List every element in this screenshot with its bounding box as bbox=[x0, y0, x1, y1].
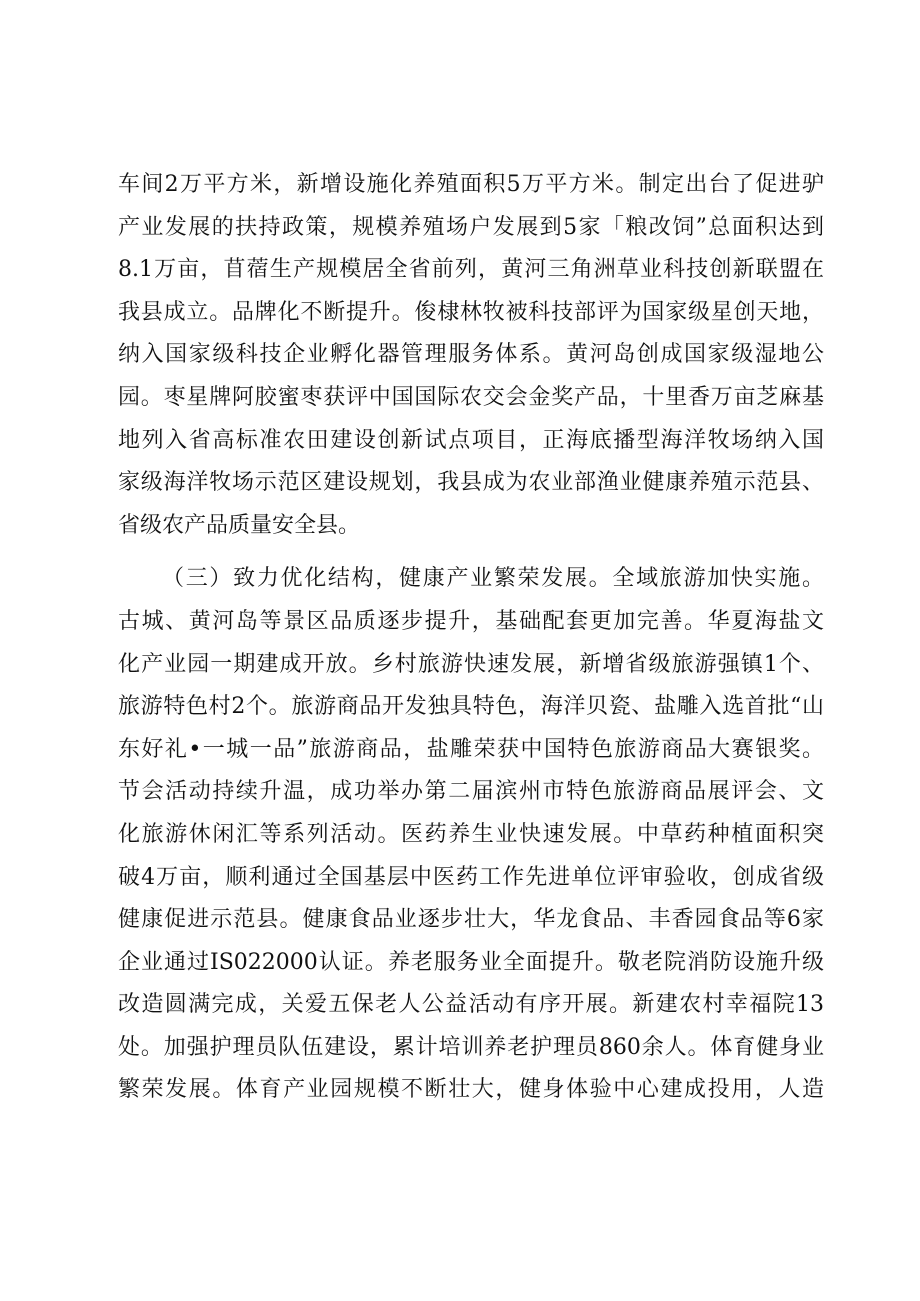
text-line: 地列入省高标准农田建设创新试点项目，正海底播型海洋牧场纳入国 bbox=[118, 427, 824, 453]
text-line: 东好礼•一城一品”旅游商品，盐雕荣获中国特色旅游商品大赛银奖。 bbox=[118, 736, 824, 762]
text-line: 化产业园一期建成开放。乡村旅游快速发展，新增省级旅游强镇1个、 bbox=[118, 651, 824, 677]
text-line: 破4万亩，顺利通过全国基层中医药工作先进单位评审验收，创成省级 bbox=[118, 864, 824, 890]
text-line: 企业通过IS022000认证。养老服务业全面提升。敬老院消防设施升级 bbox=[118, 949, 824, 975]
text-line: 车间2万平方米，新增设施化养殖面积5万平方米。制定出台了促进驴 bbox=[118, 172, 824, 197]
text-line: 省级农产品质量安全县。 bbox=[118, 512, 361, 538]
paragraph-2 bbox=[118, 558, 824, 1112]
text-line: 旅游特色村2个。旅游商品开发独具特色，海洋贝瓷、盐雕入选首批“山 bbox=[118, 694, 824, 720]
text-line: 古城、黄河岛等景区品质逐步提升，基础配套更加完善。华夏海盐文 bbox=[118, 608, 824, 634]
text-line: 我县成立。品牌化不断提升。俊棣林牧被科技部评为国家级星创天地， bbox=[118, 299, 824, 325]
text-line: 家级海洋牧场示范区建设规划，我县成为农业部渔业健康养殖示范县、 bbox=[118, 470, 824, 496]
text-line: 纳入国家级科技企业孵化器管理服务体系。黄河岛创成国家级湿地公 bbox=[118, 342, 824, 368]
document-body bbox=[118, 164, 824, 1112]
text-line: 改造圆满完成，关爱五保老人公益活动有序开展。新建农村幸福院13 bbox=[118, 992, 824, 1018]
text-line: 节会活动持续升温，成功举办第二届滨州市特色旅游商品展评会、文 bbox=[118, 779, 824, 805]
text-line: 8.1万亩，苜蓿生产规模居全省前列，黄河三角洲草业科技创新联盟在 bbox=[118, 257, 824, 283]
text-line: （三）致力优化结构，健康产业繁荣发展。全域旅游加快实施。 bbox=[162, 566, 824, 592]
text-line: 产业发展的扶持政策，规模养殖场户发展到5家「粮改饲”总面积达到 bbox=[118, 214, 824, 240]
paragraph-1 bbox=[118, 164, 824, 547]
text-line: 繁荣发展。体育产业园规模不断壮大，健身体验中心建成投用，人造 bbox=[118, 1077, 824, 1103]
paragraph-gap bbox=[118, 547, 824, 558]
text-line: 化旅游休闲汇等系列活动。医药养生业快速发展。中草药种植面积突 bbox=[118, 821, 824, 847]
text-line: 健康促进示范县。健康食品业逐步壮大，华龙食品、丰香园食品等6家 bbox=[118, 907, 824, 933]
text-line: 园。枣星牌阿胶蜜枣获评中国国际农交会金奖产品，十里香万亩芝麻基 bbox=[118, 384, 824, 410]
text-line: 处。加强护理员队伍建设，累计培训养老护理员860余人。体育健身业 bbox=[118, 1034, 824, 1060]
